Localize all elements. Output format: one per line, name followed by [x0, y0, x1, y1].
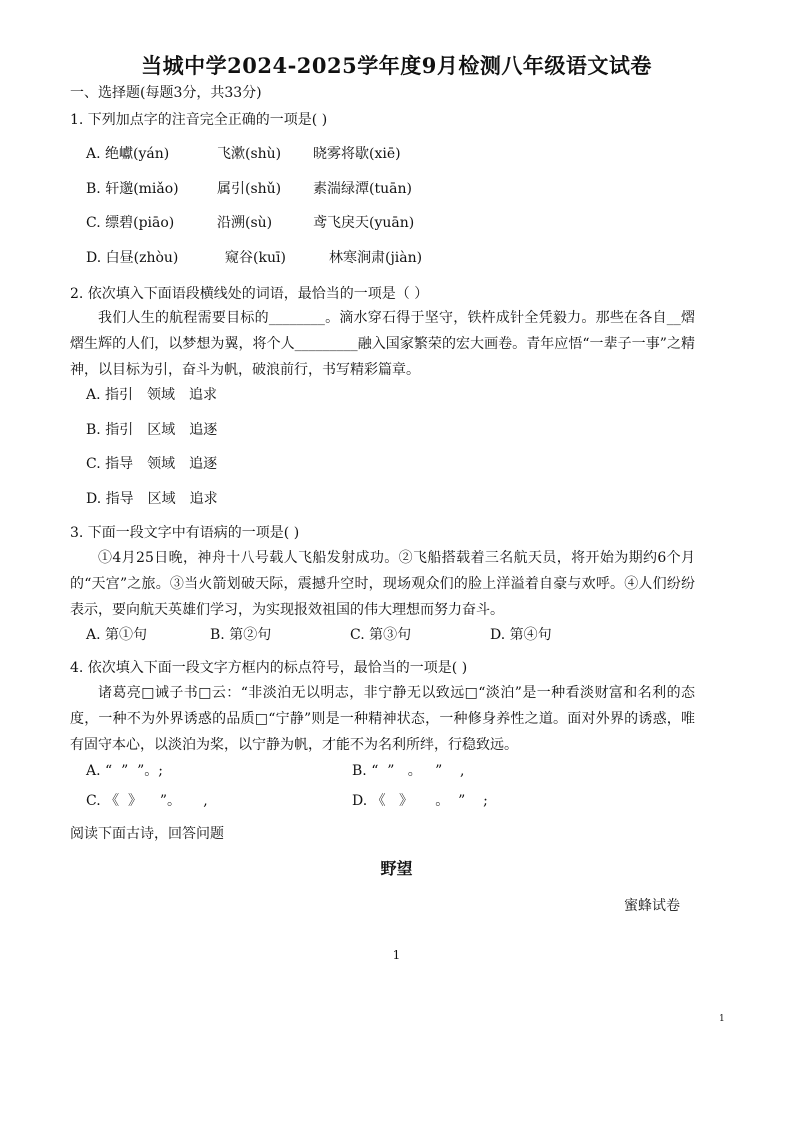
- poem-title: 野望: [380, 859, 413, 878]
- q1-option-b-1: B. 轩邈(miǎo): [86, 181, 179, 197]
- q2-stem: 2. 依次填入下面语段横线处的词语，最恰当的一项是（ ）: [70, 286, 429, 302]
- q1-option-a-3: 晓雾将歇(xiē): [313, 146, 401, 162]
- q1-option-d-3: 林寒涧肃(jiàn): [329, 250, 423, 266]
- q2-option-b: B. 指引 区域 追逐: [86, 422, 218, 438]
- q1-option-c-1: C. 缥碧(piāo): [86, 215, 175, 231]
- q1-option-b-3: 素湍绿潭(tuān): [313, 181, 412, 197]
- q1-option-d-2: 窥谷(kuī): [225, 250, 286, 266]
- q1-stem: 1. 下列加点字的注音完全正确的一项是( ): [70, 112, 328, 128]
- reading-intro: 阅读下面古诗，回答问题: [70, 826, 224, 842]
- q3-option-b: B. 第②句: [210, 627, 272, 643]
- q3-option-c: C. 第③句: [350, 627, 412, 643]
- q4-stem: 4. 依次填入下面一段文字方框内的标点符号，最恰当的一项是( ): [70, 660, 468, 676]
- q1-option-a-1: A. 绝巘(yán): [86, 146, 170, 162]
- page-number: 1: [392, 948, 401, 962]
- q1-option-b-2: 属引(shǔ): [217, 181, 282, 197]
- q2-option-a: A. 指引 领域 追求: [86, 387, 218, 403]
- page-title: 当城中学2024-2025学年度9月检测八年级语文试卷: [141, 53, 652, 78]
- q2-option-d: D. 指导 区域 追求: [86, 491, 218, 507]
- q3-stem: 3. 下面一段文字中有语病的一项是( ): [70, 525, 300, 541]
- q4-option-c: C. 《 》 ”。 ,: [86, 793, 208, 809]
- q4-option-a: A. “ ” ”。;: [86, 763, 163, 779]
- q3-passage: ①4月25日晚，神舟十八号载人飞船发射成功。②飞船搭载着三名航天员，将开始为期约6个月的“天宫”之旅。③当火箭划破天际，震撼升空时，现场观众们的脸上洋溢着自豪与欢呼。④人们纷纷表示，要向航天英雄们学习，为实现报效祖国的伟大理想而努力奋斗。: [70, 550, 695, 618]
- section-heading: 一、选择题(每题3分，共33分): [70, 85, 262, 101]
- q2-passage: 我们人生的航程需要目标的________。滴水穿石得于坚守，铁杵成针全凭毅力。那些在各自__熠熠生辉的人们，以梦想为翼，将个人_________融入国家繁荣的宏大画卷。青年应悟“一辈子一事”之精神，以目标为引，奋斗为帆，破浪前行，书写精彩篇章。: [70, 310, 695, 378]
- q4-option-d: D. 《 》 。 ” ;: [352, 793, 488, 809]
- q4-option-b: B. “ ” 。 ” ,: [352, 763, 465, 779]
- q1-option-c-3: 鸢飞戾天(yuān): [313, 215, 415, 231]
- q1-option-c-2: 沿溯(sù): [217, 215, 273, 231]
- corner-page-number: 1: [719, 1014, 725, 1024]
- q4-passage: 诸葛亮□诫子书□云：“非淡泊无以明志，非宁静无以致远□“淡泊”是一种看淡财富和名利的态度，一种不为外界诱惑的品质□“宁静”则是一种精神状态，一种修身养性之道。面对外界的诱惑，唯有固守本心，以淡泊为桨，以宁静为帆，才能不为名利所绊，行稳致远。: [70, 685, 695, 753]
- poem-author: 蜜蜂试卷: [624, 898, 680, 914]
- q3-option-a: A. 第①句: [86, 627, 148, 643]
- q2-option-c: C. 指导 领域 追逐: [86, 456, 218, 472]
- q3-option-d: D. 第④句: [490, 627, 552, 643]
- q1-option-a-2: 飞漱(shù): [217, 146, 282, 162]
- q1-option-d-1: D. 白昼(zhòu): [86, 250, 179, 266]
